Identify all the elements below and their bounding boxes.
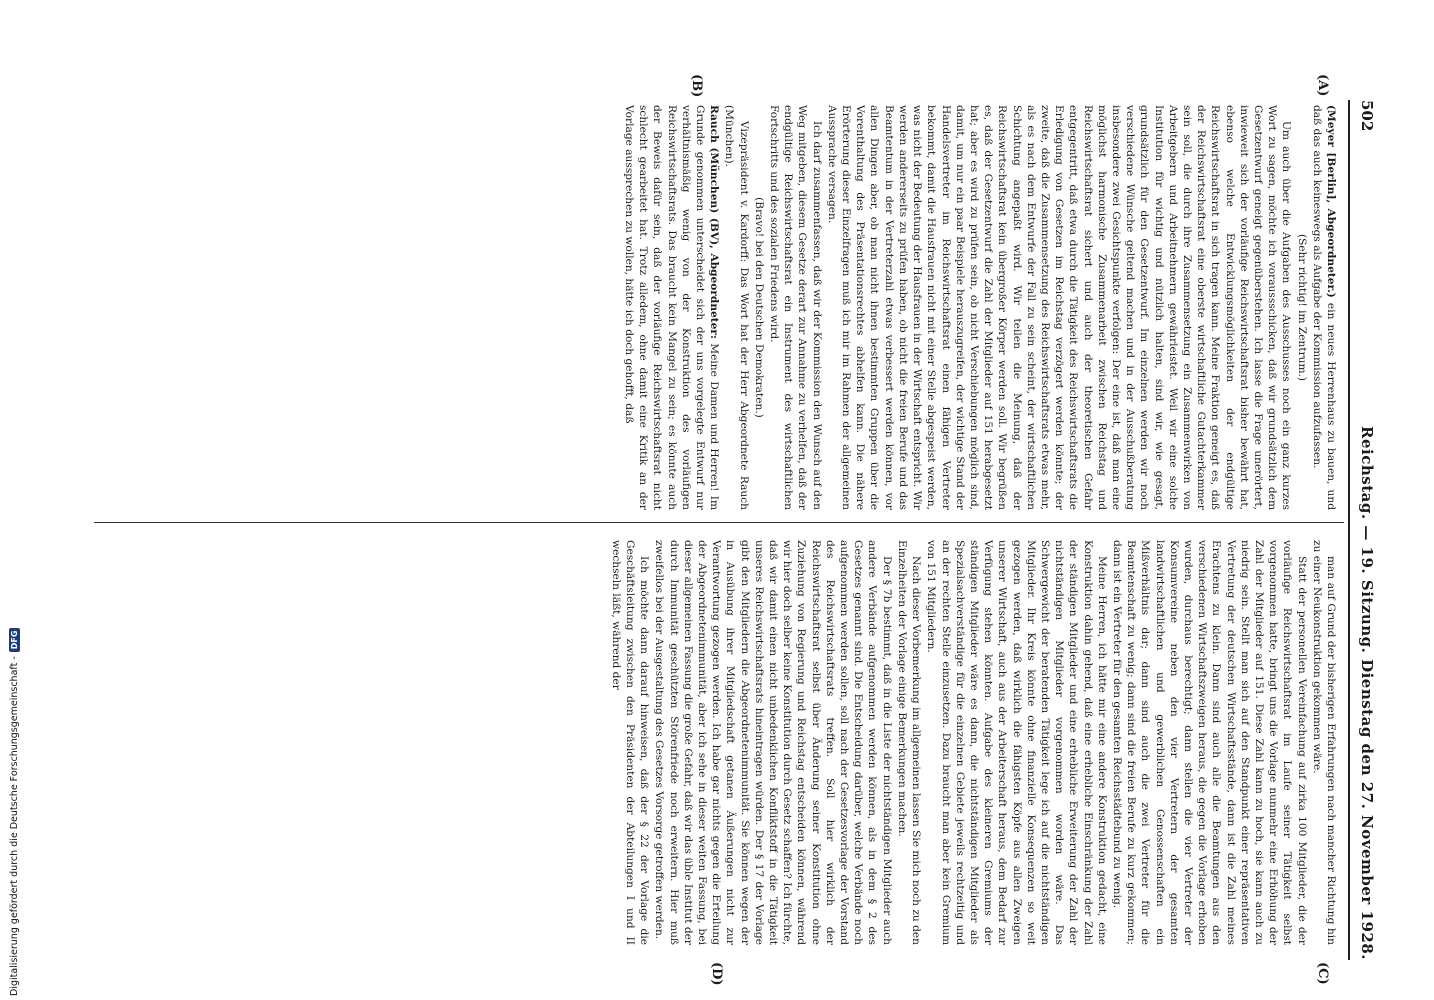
paragraph	[1294, 105, 1308, 510]
paragraph-text: Ich darf zusammenfassen, daß wir der Kommission den Wunsch auf den Weg mitgeben, diesem Gesetze derart zur Annahme zu verhelfen, daß der endgültige Reichswirtschaftsrat ein Instrument des wirtschaftlichen Fortschritts und des sozialen Friedens wird.	[768, 105, 823, 510]
speaker-name: (Meyer [Berlin], Abgeordneter.)	[1325, 105, 1337, 298]
digitization-credit	[4, 0, 24, 996]
right-text-column	[88, 540, 1338, 945]
paragraph-text: Statt der personellen Vereinfachung auf zirka 100 Mitglieder, die der vorläufige Reichswirtschaftsrat im Laufe seiner Tätigkeit selbst vorgenommen hatte, bringt uns die Vorlage nunmehr eine Erhöhung der Zahl der Mitglieder auf 151. Diese Zahl kann zu hoch, sie kann auch zu niedrig sein. Stellt man sich auf den Standpunkt einer repräsentativen Vertretung der deutschen Wirtschaftsstände, dann ist die Zahl meines Erachtens zu klein. Dann sind auch alle die Beamtungen aus den verschiedenen Wirtschaftszweigen heraus, die gegen die Vorlage erhoben wurden, durchaus berechtigt; dann stellen die vier Vertreter der Konsumvereine neben den vier Vertretern der gesamten landwirtschaftlichen und gewerblichen Genossenschaften ein Mißverhältnis dar; dann sind auch die zwei Vertreter für die Beamtenschaft zu wenig; dann sind die freien Berufe zu kurz gekommen; dann ist ein Vertreter für den gesamten Reichsstädtebund zu wenig.	[1110, 540, 1308, 945]
paragraph-text: (Bravo! bei den Deutschen Demokraten.)	[752, 197, 765, 418]
paragraph-text: (Sehr richtig! im Zentrum.)	[1295, 233, 1308, 382]
margin-mark-a: (A)	[1315, 74, 1330, 97]
document-page	[32, 0, 1434, 1000]
paragraph-text: Nach dieser Vorbemerkung im allgemeinen lassen Sie mich noch zu den Einzelheiten der Vorlage einige Bemerkungen machen.	[895, 540, 923, 945]
paragraph	[924, 540, 1109, 945]
paragraph	[752, 105, 766, 510]
paragraph	[767, 105, 824, 510]
paragraph-text: man auf Grund der bisherigen Erfahrungen nach mancher Richtung hin zu einer Neukonstruktion gekommen wäre.	[1310, 540, 1337, 945]
paragraph-text: ein neues Herrenhaus zu bauen, und daß das auch keineswegs als Aufgabe der Kommission aufzufassen.	[1310, 105, 1337, 510]
page-header	[1354, 100, 1376, 960]
left-text-column	[88, 105, 1338, 510]
paragraph	[722, 105, 750, 510]
margin-mark-b: (B)	[689, 74, 704, 98]
paragraph	[895, 540, 923, 945]
page-title: Reichstag. — 19. Sitzung. Dienstag den 27. November 1928.	[1358, 426, 1376, 960]
paragraph	[1310, 105, 1338, 510]
paragraph-text: Meine Damen und Herren! Im Grunde genommen unterscheidet sich der uns vorgelegte Entwurf nur verhältnismäßig wenig von der Konstruktion des vorläufigen Reichswirtschaftsrats. Das braucht kein Mangel zu sein; es könnte auch der Beweis dafür sein, daß der vorläufige Reichswirtschaftsrat nicht schlecht gearbeitet hat. Trotz alledem, ohne damit eine Kritik an der Vorlage aussprechen zu wollen, hätte ich doch gehofft, daß	[623, 105, 721, 510]
page-number: 502	[1358, 100, 1376, 132]
dfg-logo: DFG	[9, 628, 20, 653]
paragraph	[652, 540, 893, 945]
paragraph	[825, 105, 1294, 510]
header-rule	[1348, 100, 1350, 960]
margin-mark-d: (D)	[709, 962, 724, 986]
paragraph	[609, 540, 652, 945]
paragraph-text: Um auch über die Aufgaben des Ausschusses noch ein ganz kurzes Wort zu sagen, möchte ich voraussschicken, daß wir grundsätzlich dem Gesetzentwurf geneigt gegenüberstehen. Ich lasse die Frage unerörtert, inwieweit sich der vorläufige Reichswirtschaftsrat bisher bewährt hat, ebenso welche Entwicklungsmöglichkeiten der endgültige Reichswirtschaftsrat in sich tragen kann. Meine Fraktion geneigt es, daß der Reichswirtschaftsrat eine oberste wirtschaftliche Gutachterkammer sein soll, die durch ihre Zusammensetzung ein Zusammenwirken von Arbeitgebern und Arbeitnehmern gewährleistet. Weil wir eine solche Institution für wichtig und nützlich halten, sind wir, wie gesagt, grundsätzlich für den Gesetzentwurf. Im einzelnen werden wir noch verschiedene Wünsche geltend machen und in der Ausschußberatung insbesondere zwei Gesichtspunkte verfolgen: Der eine ist, daß man eine möglichst harmonische Zusammenarbeit zwischen Reichstag und Reichswirtschaftsrat sichert und auch der theoretischen Gefahr entgegentritt, daß etwa durch die Tätigkeit des Reichswirtschaftsrats die Erledigung von Gesetzen im Reichstag verzögert werden könnte; der zweite, daß die Zusammensetzung des Reichswirtschaftsrats etwas mehr, als es nach dem Entwurfe der Fall zu sein scheint, der wirtschaftlichen Schichtung angepaßt wird. Wir teilen die Meinung, daß der Reichswirtschaftsrat kein übergroßer Körper werden soll. Wir begrüßen es, daß der Gesetzentwurf die Zahl der Mitglieder auf 151 herabgesetzt hat; aber es wird zu prüfen sein, ob nicht Verschiebungen möglich sind, damit, um nur ein paar Beispiele herauszugreifen, der wichtige Stand der Handelsvertreter im Reichswirtschaftsrat einen fähigen Vertreter bekommt, damit die Hausfrauen nicht mit einer Stelle abgespeist werden, was nicht der Bedeutung der Hausfrauen in der Wirtschaft entspricht. Wir werden andererseits zu prüfen haben, ob nicht die freien Berufe und das Beamtentum in der Vertreterzahl etwas verbessert werden können, vor allen Dingen aber, ob man nicht ihnen bestimmten Gruppen über die Vorenthaltung des Präsentationsrechtes abhelfen kann. Die nähere Erörterung dieser Einzelfragen muß ich mir im Rahmen der allgemeinen Aussprache versagen.	[825, 105, 1293, 510]
speaker-name: Rauch (München) (BV), Abgeordneter:	[708, 105, 721, 339]
paragraph-text: Der § 7b bestimmt, daß in die Liste der nichtständigen Mitglieder auch andere Verbände aufgenommen werden können, als in dem § 2 des Gesetzes genannt sind. Die Entscheidung darüber, welche Verbände noch aufgenommen werden sollen, soll nach der Gesetzesvorlage der Vorstand des Reichswirtschaftsrats treffen. Soll hier wirklich der Reichswirtschaftsrat selbst über Änderung seiner Konstitution ohne Zuziehung von Regierung und Reichstag entscheiden können, während wir hier doch selber keine Konstitution durch Gesetz schaffen? Ich fürchte, daß wir damit einen nicht unbedenklichen Konfliktstoff in die Tätigkeit unseres Reichswirtschaftsrats hineintragen würden. Der § 17 der Vorlage gibt den Mitgliedern die Abgeordnetenimmunität. Sie können wegen der in Ausübung ihrer Mitgliedschaft getanen Äußerungen nicht zur Verantwortung gezogen werden. Ich habe gar nichts gegen die Erteilung der Abgeordnetenimmunität, aber ich sehe in dieser weiten Fassung, bei dieser allgemeinen Fassung die große Gefahr, daß wir das üble Institut der durch Immunität geschützten Störenfriede noch erweitern. Hier muß zweifellos bei der Ausgestaltung des Gesetzes Vorsorge getroffen werden.	[653, 540, 893, 945]
paragraph	[1110, 540, 1309, 945]
paragraph-text: Ich möchte dann darauf hinweisen, daß der § 22 der Vorlage die Geschäftsleitung zwischen den Präsidenten der Abteilungen I und II wechseln läßt, während der	[609, 540, 651, 945]
column-divider	[94, 522, 1344, 523]
margin-mark-c: (C)	[1315, 962, 1330, 985]
paragraph	[1310, 540, 1338, 945]
credit-text: Digitalisierung gefördert durch die Deutsche Forschungsgemeinschaft -	[8, 656, 20, 996]
paragraph	[622, 105, 721, 510]
paragraph-text: Vizepräsident v. Kardorff: Das Wort hat der Herr Abgeordnete Rauch (München).	[723, 105, 750, 510]
paragraph-text: Meine Herren, ich hätte mir eine andere Konstruktion gedacht, eine Konstruktion dahin gehend, daß eine erhebliche Einschränkung der Zahl der ständigen Mitglieder und eine erhebliche Erweiterung der Zahl der nichtständigen Mitglieder vorgenommen worden wäre. Das Schwergewicht der beratenden Tätigkeit lege ich auf die nichtständigen Mitglieder. Ihr Kreis könnte ohne finanzielle Konsequenzen so weit gezogen werden, daß wirklich die fähigsten Köpfe aus allen Zweigen unserer Wirtschaft, auch aus der Arbeiterschaft heraus, dem Bedarf zur Verfügung stehen könnten. Aufgabe des kleineren Gremiums der ständigen Mitglieder wäre es dann, die nichtständigen Mitglieder als Spezialsachverständige für die einzelnen Gebiete jeweils rechtzeitig und an der rechten Stelle einzusetzen. Dazu braucht man aber kein Gremium von 151 Mitgliedern.	[925, 540, 1108, 945]
